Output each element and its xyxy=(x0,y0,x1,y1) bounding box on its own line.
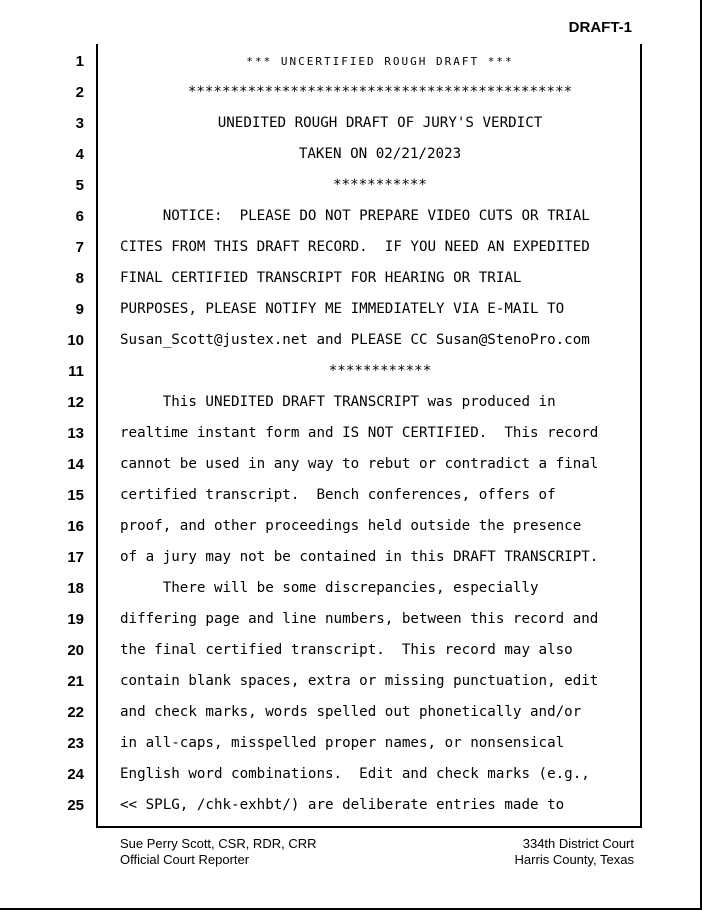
asterisk-divider: ************ xyxy=(328,363,432,379)
line-number: 16 xyxy=(67,518,84,535)
reporter-name: Sue Perry Scott, CSR, RDR, CRR xyxy=(120,836,317,851)
court-county: Harris County, Texas xyxy=(514,852,634,867)
asterisk-divider: ********************************************* xyxy=(187,84,573,100)
footer-court xyxy=(515,836,634,868)
transcript-line: PURPOSES, PLEASE NOTIFY ME IMMEDIATELY VIA E-MAIL TO xyxy=(120,301,565,317)
line-number: 25 xyxy=(67,797,84,814)
line-number: 13 xyxy=(67,425,84,442)
line-number: 12 xyxy=(67,394,84,411)
transcript-line: differing page and line numbers, between this record and xyxy=(120,611,599,627)
transcript-line: cannot be used in any way to rebut or contradict a final xyxy=(120,456,599,472)
line-number: 4 xyxy=(75,146,84,163)
line-number: 23 xyxy=(67,735,84,752)
line-number: 11 xyxy=(68,363,84,380)
line-number: 5 xyxy=(75,177,84,194)
transcript-line: and check marks, words spelled out phonetically and/or xyxy=(120,704,582,720)
line-number: 15 xyxy=(67,487,84,504)
line-number: 24 xyxy=(67,766,84,783)
reporter-title: Official Court Reporter xyxy=(120,852,250,867)
line-number: 7 xyxy=(75,239,84,256)
document-date: TAKEN ON 02/21/2023 xyxy=(298,146,462,162)
line-number: 20 xyxy=(67,642,84,659)
line-number: 9 xyxy=(75,301,84,318)
line-number: 19 xyxy=(67,611,84,628)
asterisk-divider: *********** xyxy=(333,177,427,193)
line-number: 21 xyxy=(67,673,84,690)
transcript-line: contain blank spaces, extra or missing punctuation, edit xyxy=(120,673,599,689)
transcript-line: English word combinations. Edit and check marks (e.g., xyxy=(120,766,590,782)
line-number: 18 xyxy=(67,580,84,597)
line-number: 2 xyxy=(75,84,84,101)
transcript-line: proof, and other proceedings held outside the presence xyxy=(120,518,582,534)
transcript-line: FINAL CERTIFIED TRANSCRIPT FOR HEARING OR TRIAL xyxy=(120,270,522,286)
line-number: 14 xyxy=(67,456,84,473)
line-number: 22 xyxy=(67,704,84,721)
transcript-line: This UNEDITED DRAFT TRANSCRIPT was produced in xyxy=(120,394,556,410)
transcript-line: There will be some discrepancies, especially xyxy=(120,580,539,596)
line-number: 8 xyxy=(75,270,84,287)
transcript-line: realtime instant form and IS NOT CERTIFIED. This record xyxy=(120,425,599,441)
transcript-line: certified transcript. Bench conferences, offers of xyxy=(120,487,556,503)
transcript-line: << SPLG, /chk-exhbt/) are deliberate entries made to xyxy=(120,797,565,813)
transcript-line: the final certified transcript. This record may also xyxy=(120,642,573,658)
line-number: 1 xyxy=(75,53,84,70)
transcript-line: NOTICE: PLEASE DO NOT PREPARE VIDEO CUTS OR TRIAL xyxy=(120,208,590,224)
line-number: 10 xyxy=(67,332,84,349)
line-number: 17 xyxy=(67,549,84,566)
court-name: 334th District Court xyxy=(522,836,634,851)
line-number: 3 xyxy=(75,115,84,132)
transcript-line: CITES FROM THIS DRAFT RECORD. IF YOU NEED AN EXPEDITED xyxy=(120,239,590,255)
header-banner: *** UNCERTIFIED ROUGH DRAFT *** xyxy=(246,55,514,68)
document-title: UNEDITED ROUGH DRAFT OF JURY'S VERDICT xyxy=(217,115,543,131)
transcript-line: of a jury may not be contained in this DRAFT TRANSCRIPT. xyxy=(120,549,599,565)
transcript-line: in all-caps, misspelled proper names, or nonsensical xyxy=(120,735,565,751)
transcript-line: Susan_Scott@justex.net and PLEASE CC Susan@StenoPro.com xyxy=(120,332,590,348)
line-number: 6 xyxy=(75,208,84,225)
page-label: DRAFT-1 xyxy=(568,19,632,36)
footer-reporter xyxy=(120,836,317,868)
